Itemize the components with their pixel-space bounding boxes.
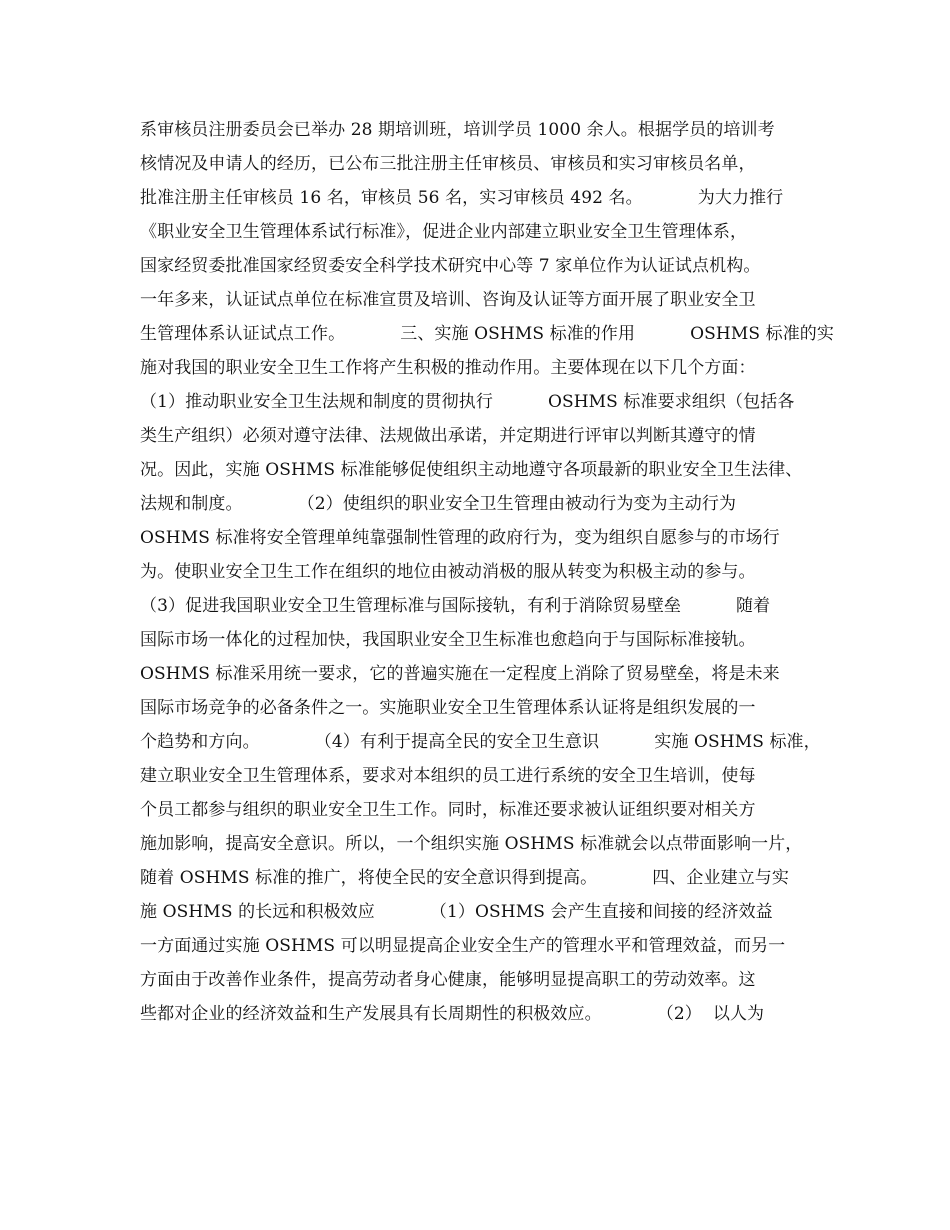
text-line: 国家经贸委批准国家经贸委安全科学技术研究中心等 7 家单位作为认证试点机构。 <box>140 256 761 276</box>
text-line: 施对我国的职业安全卫生工作将产生积极的推动作用。主要体现在以下几个方面： <box>140 358 756 378</box>
text-line: （1）推动职业安全卫生法规和制度的贯彻执行 OSHMS 标准要求组织（包括各 <box>140 392 795 412</box>
text-line: 况。因此，实施 OSHMS 标准能够促使组织主动地遵守各项最新的职业安全卫生法律、 <box>140 460 803 480</box>
text-line: 一年多来，认证试点单位在标准宣贯及培训、咨询及认证等方面开展了职业安全卫 <box>140 290 756 310</box>
text-line: 方面由于改善作业条件，提高劳动者身心健康，能够明显提高职工的劳动效率。这 <box>140 970 756 990</box>
text-line: 个趋势和方向。 （4）有利于提高全民的安全卫生意识 实施 OSHMS 标准， <box>140 732 821 752</box>
text-line: 法规和制度。 （2）使组织的职业安全卫生管理由被动行为变为主动行为 <box>140 494 737 514</box>
text-line: （3）促进我国职业安全卫生管理标准与国际接轨，有利于消除贸易壁垒 随着 <box>140 596 771 616</box>
text-line: 类生产组织）必须对遵守法律、法规做出承诺，并定期进行评审以判断其遵守的情 <box>140 426 756 446</box>
text-line: 国际市场竞争的必备条件之一。实施职业安全卫生管理体系认证将是组织发展的一 <box>140 698 756 718</box>
text-line: 为。使职业安全卫生工作在组织的地位由被动消极的服从转变为积极主动的参与。 <box>140 562 756 582</box>
body-text <box>140 113 835 1031</box>
text-line: 建立职业安全卫生管理体系，要求对本组织的员工进行系统的安全卫生培训，使每 <box>140 766 756 786</box>
text-line: 《职业安全卫生管理体系试行标准》，促进企业内部建立职业安全卫生管理体系， <box>140 222 748 242</box>
text-line: OSHMS 标准采用统一要求，它的普遍实施在一定程度上消除了贸易壁垒，将是未来 <box>140 664 780 684</box>
text-line: 一方面通过实施 OSHMS 可以明显提高企业安全生产的管理水平和管理效益，而另一 <box>140 936 786 956</box>
text-line: 系审核员注册委员会已举办 28 期培训班，培训学员 1000 余人。根据学员的培训考 <box>140 120 775 140</box>
text-line: 核情况及申请人的经历，已公布三批注册主任审核员、审核员和实习审核员名单， <box>140 154 756 174</box>
text-line: 批准注册主任审核员 16 名，审核员 56 名，实习审核员 492 名。 为大力推行 <box>140 188 784 208</box>
text-line: 些都对企业的经济效益和生产发展具有长周期性的积极效应。 （2） 以人为 <box>140 1004 765 1024</box>
text-line: 个员工都参与组织的职业安全卫生工作。同时，标准还要求被认证组织要对相关方 <box>140 800 756 820</box>
text-line: OSHMS 标准将安全管理单纯靠强制性管理的政府行为，变为组织自愿参与的市场行 <box>140 528 780 548</box>
text-line: 施 OSHMS 的长远和积极效应 （1）OSHMS 会产生直接和间接的经济效益 <box>140 902 773 922</box>
text-line: 施加影响，提高安全意识。所以，一个组织实施 OSHMS 标准就会以点带面影响一片， <box>140 834 803 854</box>
text-line: 随着 OSHMS 标准的推广，将使全民的安全意识得到提高。 四、企业建立与实 <box>140 868 790 888</box>
text-line: 国际市场一体化的过程加快，我国职业安全卫生标准也愈趋向于与国际标准接轨。 <box>140 630 756 650</box>
text-line: 生管理体系认证试点工作。 三、实施 OSHMS 标准的作用 OSHMS 标准的实 <box>140 324 835 344</box>
